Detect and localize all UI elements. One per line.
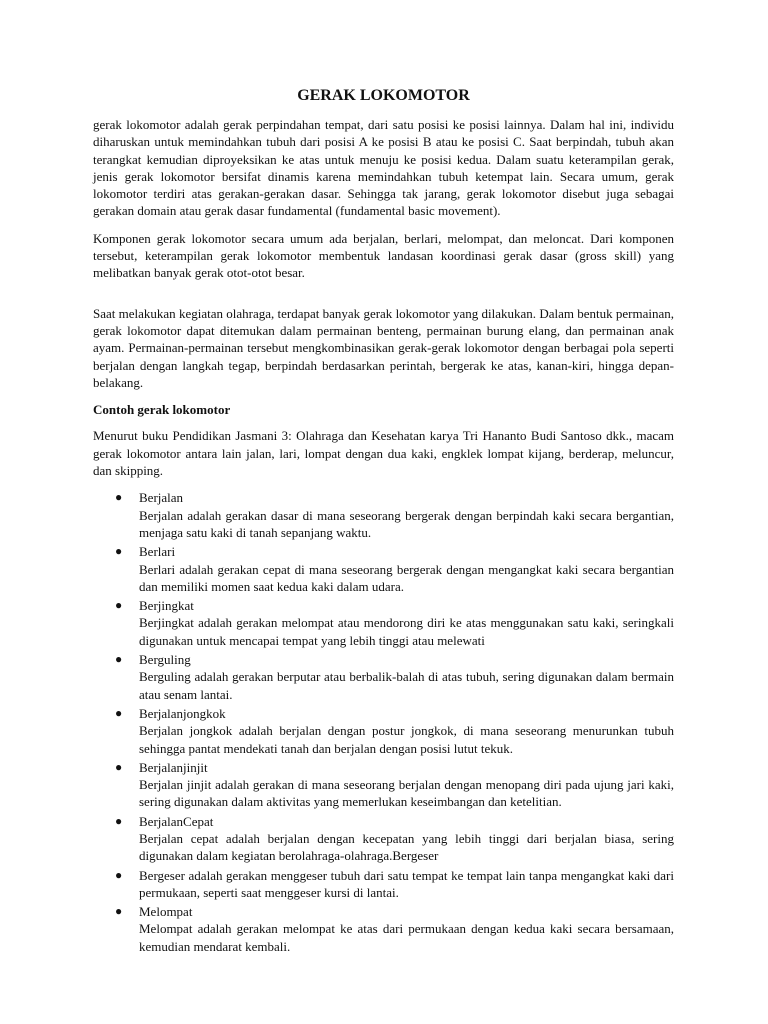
bullet-icon: ● xyxy=(115,867,123,882)
bullet-icon: ● xyxy=(115,490,123,505)
document-page xyxy=(93,86,674,957)
list-item-bergeser xyxy=(93,867,674,902)
bullet-icon: ● xyxy=(115,652,123,667)
bullet-icon: ● xyxy=(115,598,123,613)
list-item-berjalan xyxy=(93,489,674,541)
bullet-icon: ● xyxy=(115,904,123,919)
bullet-icon: ● xyxy=(115,813,123,828)
list-item-description: Berjalan cepat adalah berjalan dengan kecepatan yang lebih tinggi dari berjalan biasa, sering digunakan dalam kegiatan berolahraga-olahraga.Bergeser xyxy=(139,830,674,864)
list-item-title: Berguling xyxy=(139,652,191,668)
list-item-berjalan-jongkok xyxy=(93,705,674,757)
list-item-title: Melompat xyxy=(139,904,193,920)
bullet-icon: ● xyxy=(115,705,123,720)
list-item-description: Berlari adalah gerakan cepat di mana seseorang bergerak dengan mengangkat kaki secara bergantian dan memiliki momen saat kedua kaki dalam udara. xyxy=(139,561,674,594)
paragraph-components: Komponen gerak lokomotor secara umum ada berjalan, berlari, melompat, dan meloncat. Dari komponen tersebut, keterampilan gerak lokomotor membentuk landasan koordinasi gerak dasar (gross skill) yang melibatkan banyak gerak otot-otot besar. xyxy=(93,230,674,281)
list-item-description: Berjingkat adalah gerakan melompat atau mendorong diri ke atas menggunakan satu kaki, seringkali digunakan untuk mencapai tempat yang lebih tinggi atau melewati xyxy=(139,615,674,648)
list-item-title: BerjalanCepat xyxy=(139,813,214,829)
list-item-berjalan-jinjit xyxy=(93,759,674,811)
list-item-title: Berlari xyxy=(139,544,176,560)
movement-list xyxy=(93,489,674,955)
list-item-description: Berguling adalah gerakan berputar atau berbalik-balah di atas tubuh, sering digunakan dalam bermain atau senam lantai. xyxy=(139,669,674,702)
list-item-title: Berjalanjinjit xyxy=(139,759,208,775)
list-item-berguling xyxy=(93,651,674,703)
section-heading-examples: Contoh gerak lokomotor xyxy=(93,402,231,418)
list-item-berjingkat xyxy=(93,597,674,649)
list-item-melompat xyxy=(93,903,674,955)
list-item-title: Berjalan xyxy=(139,490,184,506)
list-item-berjalan-cepat xyxy=(93,813,674,865)
paragraph-intro: Menurut buku Pendidikan Jasmani 3: Olahraga dan Kesehatan karya Tri Hananto Budi Santoso dkk., macam gerak lokomotor antara lain jalan, lari, lompat dengan dua kaki, engklek lompat kijang, berderap, meluncur, dan skipping. xyxy=(93,428,674,479)
bullet-icon: ● xyxy=(115,759,123,774)
list-item-description: Berjalan jongkok adalah berjalan dengan postur jongkok, di mana seseorang menurunkan tubuh sehingga pantat mendekati tanah dan berjalan dengan posisi lutut tekuk. xyxy=(139,723,674,756)
list-item-description: Bergeser adalah gerakan menggeser tubuh dari satu tempat ke tempat lain tanpa mengangkat kaki dari permukaan, seperti saat menggeser kursi di lantai. xyxy=(139,867,674,900)
list-item-berlari xyxy=(93,543,674,595)
list-item-description: Berjalan jinjit adalah gerakan di mana seseorang berjalan dengan menopang diri pada ujung jari kaki, sering digunakan dalam aktivitas yang memerlukan keseimbangan dan ketelitian. xyxy=(139,777,674,810)
paragraph-definition: gerak lokomotor adalah gerak perpindahan tempat, dari satu posisi ke posisi lainnya. Dalam hal ini, individu diharuskan untuk memindahkan tubuh dari posisi A ke posisi B atau ke posisi C. Saat berpindah, tubuh akan terangkat kemudian diproyeksikan ke atas untuk menuju ke posisi kedua. Dalam suatu keterampilan gerak, jenis gerak lokomotor bersifat dinamis karena memindahkan tubuh ketempat lain. Secara umum, gerak lokomotor terdiri atas gerakan-gerakan dasar. Sehingga tak jarang, gerak lokomotor disebut juga sebagai gerakan domain atau gerak dasar fundamental (fundamental basic movement). xyxy=(93,117,674,219)
list-item-description: Melompat adalah gerakan melompat ke atas dari permukaan dengan kedua kaki secara bersamaan, kemudian mendarat kembali. xyxy=(139,921,674,954)
list-item-description: Berjalan adalah gerakan dasar di mana seseorang bergerak dengan berpindah kaki secara bergantian, menjaga satu kaki di tanah sepanjang waktu. xyxy=(139,507,674,540)
paragraph-games: Saat melakukan kegiatan olahraga, terdapat banyak gerak lokomotor yang dilakukan. Dalam bentuk permainan, gerak lokomotor dapat ditemukan dalam permainan benteng, permainan burung elang, dan permainan anak ayam. Permainan-permainan tersebut mengkombinasikan gerak-gerak lokomotor dengan berbagai pola seperti berjalan dengan langkah tegap, berpindah berdasarkan perintah, bergerak ke atas, kanan-kiri, hingga depan-belakang. xyxy=(93,305,674,390)
list-item-title: Berjalanjongkok xyxy=(139,705,226,721)
list-item-title: Berjingkat xyxy=(139,598,194,614)
document-title: GERAK LOKOMOTOR xyxy=(297,87,470,104)
bullet-icon: ● xyxy=(115,544,123,559)
